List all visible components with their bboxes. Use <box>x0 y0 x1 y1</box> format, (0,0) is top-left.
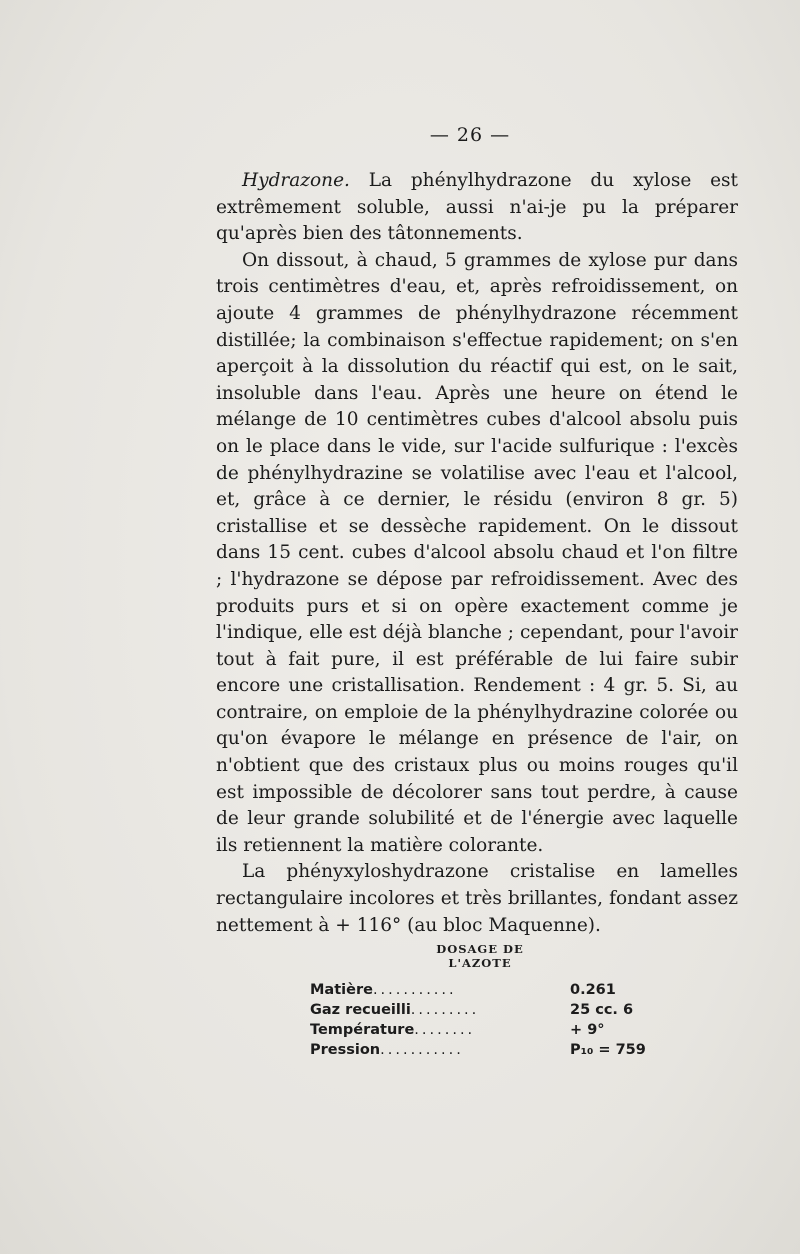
analysis-label: Matière <box>310 982 373 998</box>
leader-dots: ......... <box>410 1002 480 1018</box>
analysis-value: P₁₀ = 759 <box>570 1042 646 1058</box>
analysis-row-matiere <box>310 980 660 1000</box>
leader-dots: ........ <box>414 1022 476 1038</box>
analysis-heading: DOSAGE DE L'AZOTE <box>436 942 524 970</box>
paragraph-3: La phényxyloshydrazone cristalise en lamelles rectangulaire incolores et très brillantes, fondant assez nettement à + 116° (au bloc Maquenne). <box>216 861 738 936</box>
leader-dots: ........... <box>372 982 457 998</box>
page-number: — 26 — <box>429 124 511 146</box>
analysis-value: + 9° <box>570 1022 605 1038</box>
leader-dots: ........... <box>380 1042 464 1058</box>
section-lead: Hydrazone. <box>242 170 350 191</box>
analysis-label: Pression <box>310 1042 381 1058</box>
analysis-label: Température <box>310 1022 415 1038</box>
analysis-value: 0.261 <box>570 982 616 998</box>
paragraph-1 <box>216 168 738 248</box>
analysis-label: Gaz recueilli <box>310 1002 411 1018</box>
analysis-value: 25 cc. 6 <box>570 1002 634 1018</box>
body-text <box>216 168 738 939</box>
analysis-table <box>310 980 660 1060</box>
paragraph-2: On dissout, à chaud, 5 grammes de xylose pur dans trois centimètres d'eau, et, après refroidissement, on ajoute 4 grammes de phénylhydrazone récemment distillée; la combinaison s'effectue rapidement; on s'en aperçoit à la dissolution du réactif qui est, on le sait, insoluble dans l'eau. Après une heure on étend le mélange de 10 centimètres cubes d'alcool absolu puis on le place dans le vide, sur l'acide sulfurique : l'excès de phénylhydrazine se volatilise avec l'eau et l'alcool, et, grâce à ce dernier, le résidu (environ 8 gr. 5) cristallise et se dessèche rapidement. On le dissout dans 15 cent. cubes d'alcool absolu chaud et l'on filtre ; l'hydrazone se dépose par refroidissement. Avec des produits purs et si on opère exactement comme je l'indique, elle est déjà blanche ; cependant, pour l'avoir tout à fait pure, il est préférable de lui faire subir encore une cristallisation. Rendement : 4 gr. 5. Si, au contraire, on emploie de la phénylhydrazine colorée ou qu'on évapore le mélange en présence de l'air, on n'obtient que des cristaux plus ou moins rouges qu'il est impossible de décolorer sans tout perdre, à cause de leur grande solubilité et de l'énergie avec laquelle ils retiennent la matière colorante. <box>216 249 738 856</box>
analysis-row-temperature <box>310 1020 660 1040</box>
paragraph-1-text: La phénylhydrazone du xylose est extrêmement soluble, aussi n'ai-je pu la préparer qu'après bien des tâtonnements. <box>216 170 738 245</box>
analysis-row-pression <box>310 1040 660 1060</box>
analysis-row-gaz <box>310 1000 660 1020</box>
